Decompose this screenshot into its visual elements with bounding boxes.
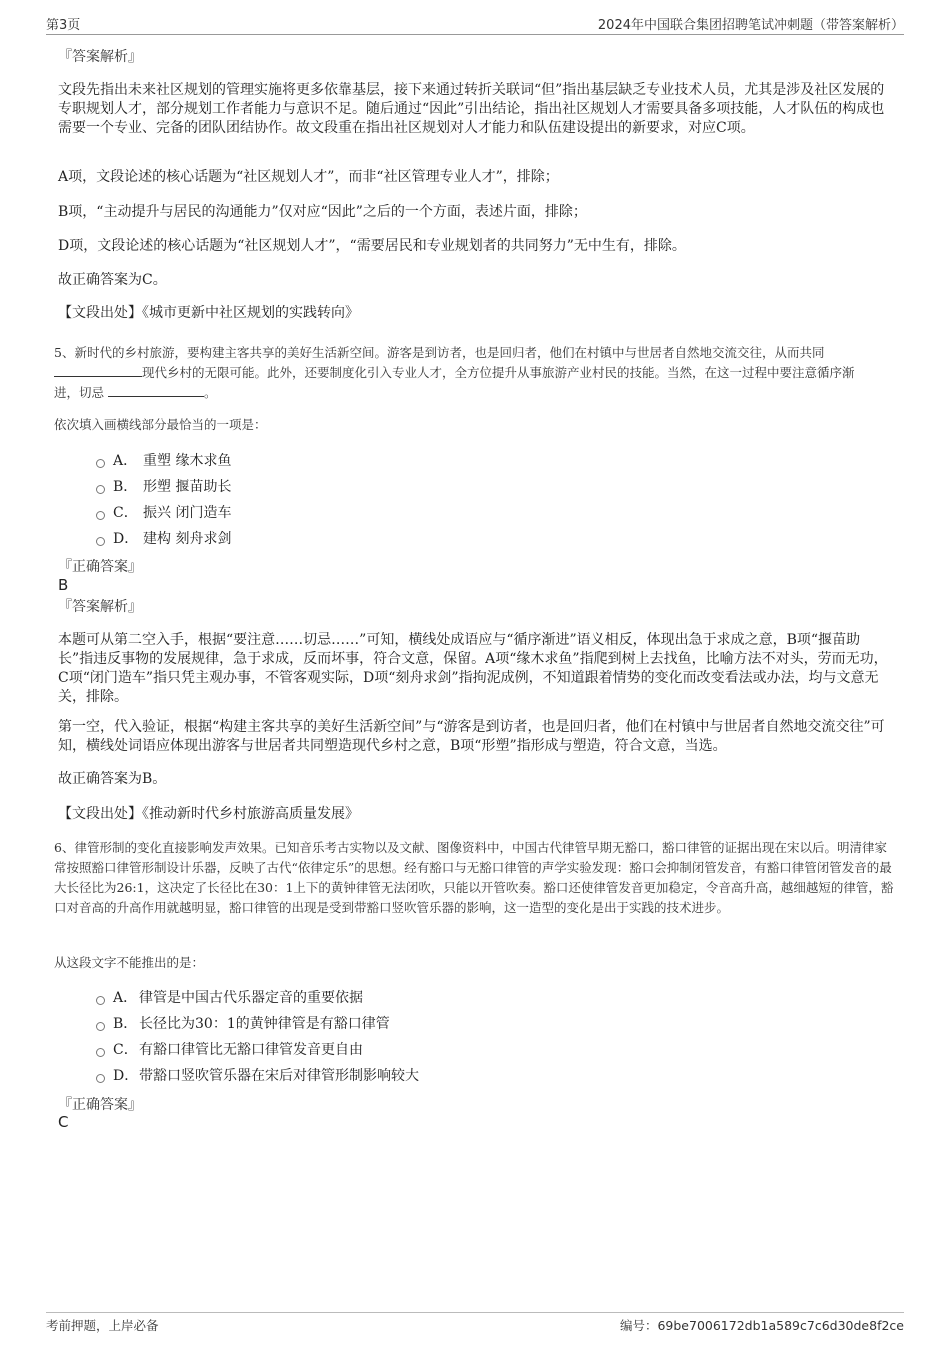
radio-icon[interactable] xyxy=(96,996,105,1005)
q4-analysis-option-a: A项，文段论述的核心话题为“社区规划人才”，而非“社区管理专业人才”，排除； xyxy=(58,169,559,185)
page-number: 第3页 xyxy=(46,18,81,33)
q5-option-c[interactable]: C． 振兴 闭门造车 xyxy=(96,504,231,523)
radio-icon[interactable] xyxy=(96,1074,105,1083)
q5-blank-2 xyxy=(108,383,204,397)
radio-icon[interactable] xyxy=(96,511,105,520)
q5-option-a[interactable]: A． 重塑 缘木求鱼 xyxy=(96,452,231,471)
q4-analysis-option-d: D项，文段论述的核心话题为“社区规划人才”，“需要居民和专业规划者的共同努力”无中生有，排除。 xyxy=(58,238,686,254)
q5-source: 【文段出处】《推动新时代乡村旅游高质量发展》 xyxy=(58,806,359,822)
radio-icon[interactable] xyxy=(96,537,105,546)
q5-stem-line3: 进，切忌 。 xyxy=(54,385,217,400)
q5-stem-line1: 5、新时代的乡村旅游，要构建主客共享的美好生活新空间。游客是到访者，也是回归者，他们在村镇中与世居者自然地交流交往，从而共同 xyxy=(54,345,825,360)
document-title: 2024年中国联合集团招聘笔试冲刺题（带答案解析） xyxy=(597,18,904,33)
q5-answer: B xyxy=(58,576,69,594)
q4-analysis-paragraph: 文段先指出未来社区规划的管理实施将更多依靠基层，接下来通过转折关联词“但”指出基层缺乏专业技术人员，尤其是涉及社区发展的专职规划人才，部分规划工作者能力与意识不足。随后通过“因此”引出结论，指出社区规划人才需要具备多项技能，人才队伍的构成也需要一个专业、完备的团队团结协作。故文段重在指出社区规划对人才能力和队伍建设提出的新要求，对应C项。 xyxy=(58,82,885,136)
q5-analysis-heading: 『答案解析』 xyxy=(58,599,142,615)
page-footer xyxy=(46,1312,904,1333)
document-id: 编号：69be7006172db1a589c7c6d30de8f2ce xyxy=(619,1318,904,1333)
q4-source: 【文段出处】《城市更新中社区规划的实践转向》 xyxy=(58,305,359,321)
q5-stem xyxy=(54,343,896,403)
q4-analysis-option-b: B项，“主动提升与居民的沟通能力”仅对应“因此”之后的一个方面，表述片面，排除； xyxy=(58,204,587,220)
q4-analysis-heading: 『答案解析』 xyxy=(58,49,142,65)
q6-stem: 6、律管形制的变化直接影响发声效果。已知音乐考古实物以及文献、图像资料中，中国古代律管早期无豁口，豁口律管的证据出现在宋以后。明清律家常按照豁口律管形制设计乐器，反映了古代“依律定乐”的思想。经有豁口与无豁口律管的声学实验发现：豁口会抑制闭管发音，有豁口律管闭管发音的最大长径比为26:1，这决定了长径比在30：1上下的黄钟律管无法闭吹，只能以开管吹奏。豁口还使律管发音更加稳定，令音高升高，越细越短的律管，豁口对音高的升高作用就越明显，豁口律管的出现是受到带豁口竖吹管乐器的影响，这一造型的变化是出于实践的技术进步。 xyxy=(54,840,894,915)
q6-answer-heading: 『正确答案』 xyxy=(58,1097,142,1113)
q5-answer-heading: 『正确答案』 xyxy=(58,559,142,575)
radio-icon[interactable] xyxy=(96,485,105,494)
q6-answer: C xyxy=(58,1113,69,1131)
page-header xyxy=(46,14,904,35)
q5-stem-line2: 现代乡村的无限可能。此外，还要制度化引入专业人才，全方位提升从事旅游产业村民的技能。当然，在这一过程中要注意循序渐 xyxy=(54,363,896,383)
q6-option-c[interactable]: C． 有豁口律管比无豁口律管发音更自由 xyxy=(96,1041,363,1060)
footer-slogan: 考前押题，上岸必备 xyxy=(46,1318,159,1333)
q6-option-a[interactable]: A． 律管是中国古代乐器定音的重要依据 xyxy=(96,989,363,1008)
q6-option-b[interactable]: B． 长径比为30：1的黄钟律管是有豁口律管 xyxy=(96,1015,390,1034)
q5-option-d[interactable]: D． 建构 刻舟求剑 xyxy=(96,530,231,549)
radio-icon[interactable] xyxy=(96,459,105,468)
q5-analysis-paragraph-2: 第一空，代入验证，根据“构建主客共享的美好生活新空间”与“游客是到访者，也是回归者，他们在村镇中与世居者自然地交流交往”可知，横线处词语应体现出游客与世居者共同塑造现代乡村之意，B项“形塑”指形成与塑造，符合文意，当选。 xyxy=(58,719,885,754)
q5-blank-1 xyxy=(54,363,142,377)
q5-analysis-paragraph-1: 本题可从第二空入手，根据“要注意……切忌……”可知，横线处成语应与“循序渐进”语义相反，体现出急于求成之意，B项“揠苗助长”指违反事物的发展规律，急于求成，反而坏事，符合文意，保留。A项“缘木求鱼”指爬到树上去找鱼，比喻方法不对头，劳而无功，C项“闭门造车”指只凭主观办事，不管客观实际，D项“刻舟求剑”指拘泥成例，不知道跟着情势的变化而改变看法或办法，均与文意无关，排除。 xyxy=(58,632,888,705)
radio-icon[interactable] xyxy=(96,1022,105,1031)
q6-option-d[interactable]: D． 带豁口竖吹管乐器在宋后对律管形制影响较大 xyxy=(96,1067,419,1086)
q5-conclusion: 故正确答案为B。 xyxy=(58,771,167,787)
radio-icon[interactable] xyxy=(96,1048,105,1057)
q4-conclusion: 故正确答案为C。 xyxy=(58,272,167,288)
q5-prompt: 依次填入画横线部分最恰当的一项是： xyxy=(54,417,267,432)
q6-prompt: 从这段文字不能推出的是： xyxy=(54,955,205,970)
q5-option-b[interactable]: B． 形塑 揠苗助长 xyxy=(96,478,231,497)
